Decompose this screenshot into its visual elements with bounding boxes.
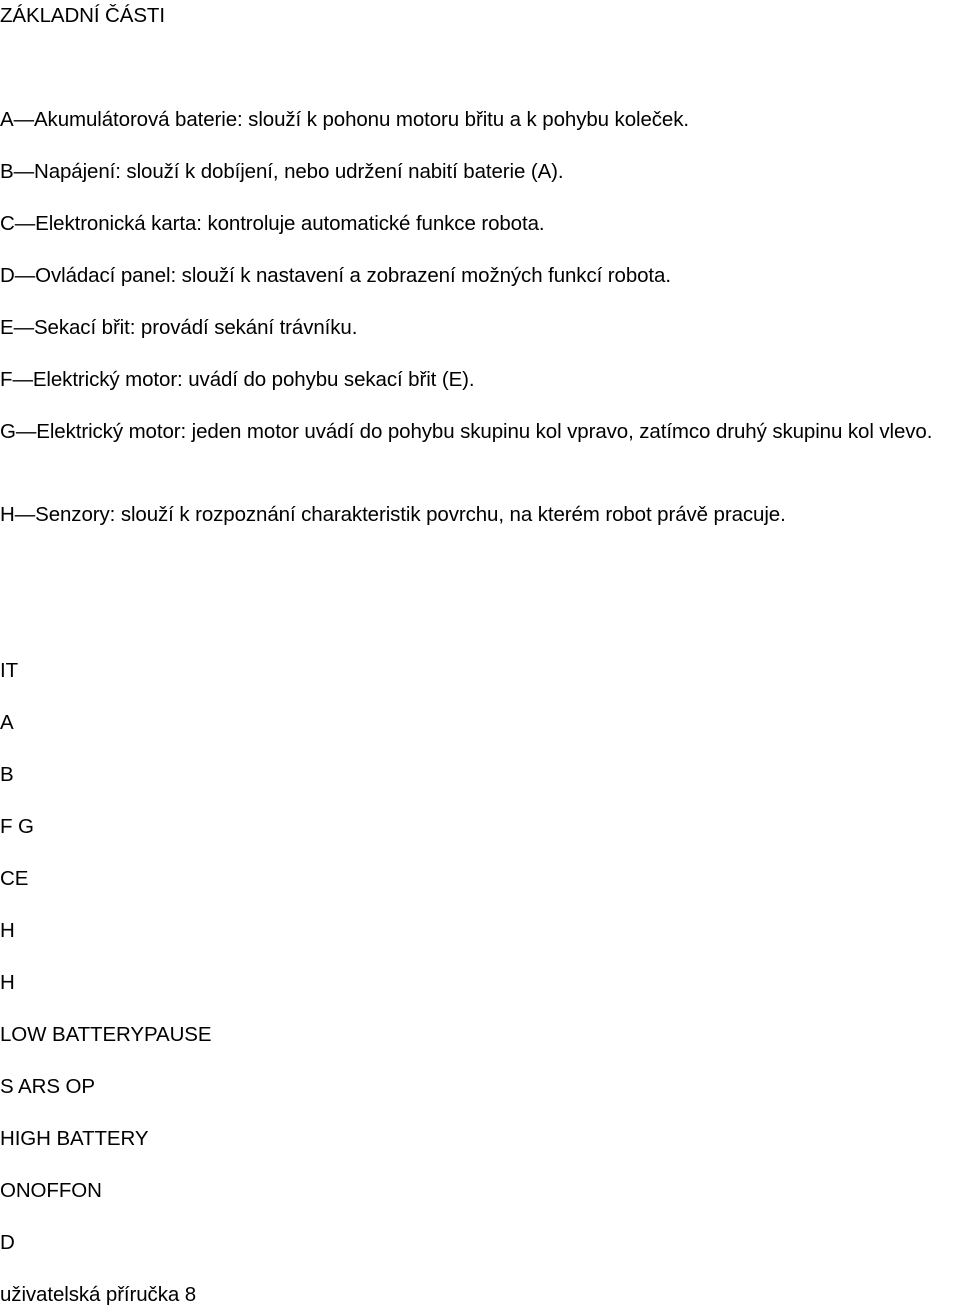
dash: — [15,420,37,443]
part-item-e [0,315,357,341]
figure-label: ONOFFON [0,1179,102,1202]
part-description: Sekací břit: provádí sekání trávníku. [33,316,358,339]
figure-label: LOW BATTERYPAUSE [0,1023,212,1046]
figure-label: HIGH BATTERY [0,1127,149,1150]
part-item-c [0,211,544,237]
part-item-a [0,107,689,133]
dash: — [14,264,36,287]
part-description: Napájení: slouží k dobíjení, nebo udržení nabití baterie (A). [33,160,564,183]
part-letter: G [0,420,16,443]
figure-label: H [0,919,15,942]
part-description: Akumulátorová baterie: slouží k pohonu motoru břitu a k pohybu koleček. [33,108,689,131]
figure-label: B [0,763,14,786]
part-item-d [0,263,671,289]
section-heading: ZÁKLADNÍ ČÁSTI [0,4,165,27]
figure-label: D [0,1231,15,1254]
part-letter: B [0,160,14,183]
dash: — [13,160,34,183]
part-letter: F [0,368,13,391]
dash: — [13,316,34,339]
part-description: Elektrický motor: jeden motor uvádí do pohybu skupinu kol vpravo, zatímco druhý skupinu kol vlevo. [36,420,933,443]
part-item-f [0,367,474,393]
figure-label: F G [0,815,34,838]
part-description: Ovládací panel: slouží k nastavení a zobrazení možných funkcí robota. [35,264,671,287]
part-item-g [0,419,960,445]
dash: — [13,108,34,131]
dash: — [12,368,33,391]
part-letter: H [0,503,15,526]
part-letter: C [0,212,15,235]
dash: — [14,212,36,235]
figure-label: A [0,711,14,734]
part-letter: D [0,264,15,287]
part-item-h [0,502,786,528]
figure-label: S ARS OP [0,1075,95,1098]
figure-label: IT [0,659,19,682]
dash: — [14,503,36,526]
part-description: Elektronická karta: kontroluje automatické funkce robota. [35,212,545,235]
page-footer: uživatelská příručka 8 [0,1283,197,1306]
part-letter: E [0,316,14,339]
part-description: Elektrický motor: uvádí do pohybu sekací břit (E). [32,368,475,391]
part-letter: A [0,108,14,131]
part-item-b [0,159,564,185]
figure-label: CE [0,867,29,890]
part-description: Senzory: slouží k rozpoznání charakteristik povrchu, na kterém robot právě pracuje. [35,503,786,526]
figure-label: H [0,971,15,994]
